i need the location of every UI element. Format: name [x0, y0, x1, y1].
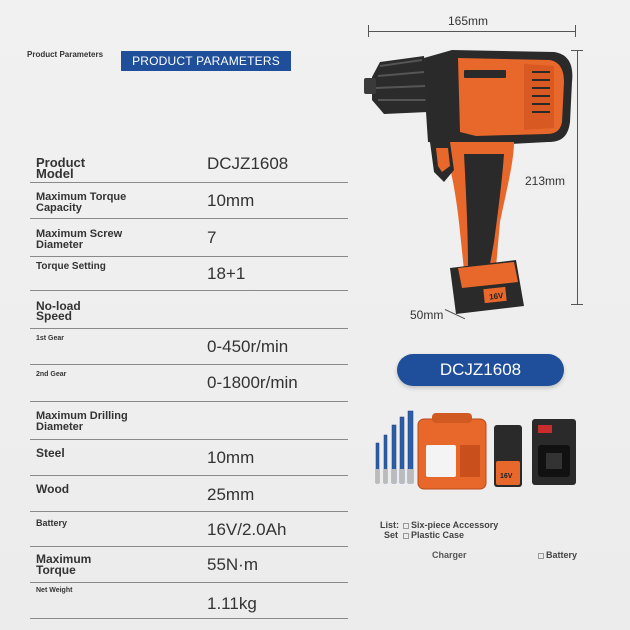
- accessory-set-label: Set: [384, 530, 399, 540]
- width-dimension-tick-right: [575, 25, 576, 37]
- param-label: Maximum Drilling Diameter: [36, 410, 128, 433]
- param-value: 0-450r/min: [207, 337, 289, 356]
- checkbox-icon: [538, 553, 544, 559]
- param-label: Maximum Torque Capacity: [36, 191, 127, 214]
- small-title: Product Parameters: [27, 50, 104, 59]
- table-row: [30, 512, 348, 547]
- svg-text:16V: 16V: [488, 291, 504, 302]
- param-value: 55N·m: [207, 555, 259, 574]
- param-label: Maximum Screw Diameter: [36, 228, 123, 251]
- param-label: 2nd Gear: [36, 371, 67, 378]
- drill-image: [364, 42, 576, 317]
- param-value: 0-1800r/min: [207, 373, 298, 392]
- param-label: 1st Gear: [36, 335, 65, 342]
- accessory-item-2-label: Plastic Case: [411, 530, 465, 540]
- table-row: [30, 257, 348, 291]
- depth-dimension: 50mm: [410, 308, 444, 322]
- parameters-banner: PRODUCT PARAMETERS: [121, 51, 291, 71]
- accessory-item-1-label: Six-piece Accessory: [411, 520, 499, 530]
- accessory-item-2: [403, 530, 464, 540]
- table-row: [30, 219, 348, 257]
- param-value: 1.11kg: [207, 594, 257, 613]
- table-row: [30, 476, 348, 512]
- table-row: [30, 440, 348, 476]
- param-value: 18+1: [207, 264, 246, 283]
- accessory-item-1: [403, 520, 498, 530]
- accessory-item-4-label: Battery: [546, 550, 578, 560]
- accessories-image: [370, 405, 590, 490]
- table-row: [30, 329, 348, 365]
- model-pill: DCJZ1608: [397, 354, 564, 386]
- width-dimension-line: [368, 31, 576, 32]
- height-dimension: 213mm: [525, 174, 566, 188]
- checkbox-icon: [403, 523, 409, 529]
- param-value: 16V/2.0Ah: [207, 520, 287, 539]
- width-dimension-tick-left: [368, 25, 369, 37]
- param-label: Maximum Torque: [36, 552, 92, 577]
- param-value: DCJZ1608: [207, 154, 289, 173]
- param-label: Steel: [36, 446, 65, 460]
- table-row: [30, 547, 348, 583]
- param-value: 7: [207, 228, 217, 247]
- width-dimension: 165mm: [448, 14, 489, 28]
- table-row: [30, 145, 348, 183]
- param-label: Net Weight: [36, 587, 73, 594]
- table-row: [30, 583, 348, 619]
- param-label: Product Model: [36, 155, 86, 181]
- param-value: 10mm: [207, 448, 255, 467]
- param-label: Torque Setting: [36, 261, 106, 272]
- table-row: [30, 402, 348, 440]
- svg-text:16V: 16V: [500, 473, 513, 480]
- table-row: [30, 291, 348, 329]
- accessory-item-3: Charger: [432, 550, 467, 560]
- table-row: [30, 365, 348, 402]
- param-label: No-load Speed: [36, 299, 81, 323]
- param-value: 25mm: [207, 485, 255, 504]
- param-label: Wood: [36, 482, 70, 496]
- param-value: 10mm: [207, 191, 255, 210]
- accessory-item-4: [538, 550, 577, 560]
- accessory-list-label: List:: [380, 520, 399, 530]
- table-row: [30, 183, 348, 219]
- param-label: Battery: [36, 518, 68, 528]
- checkbox-icon: [403, 533, 409, 539]
- height-dimension-line: [577, 50, 578, 305]
